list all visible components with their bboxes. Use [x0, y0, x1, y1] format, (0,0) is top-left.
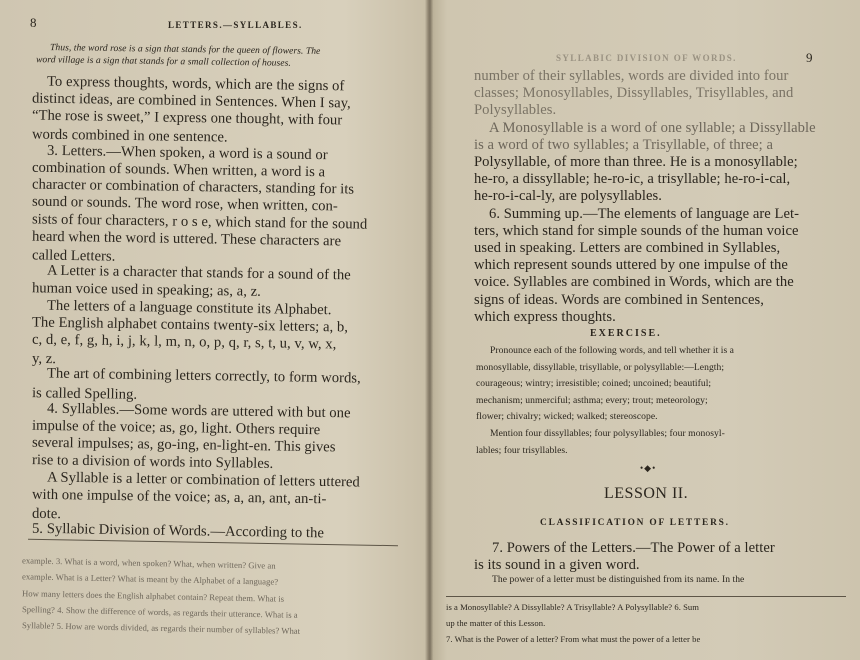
body-line: is called Spelling.	[31, 384, 138, 403]
running-head: SYLLABIC DIVISION OF WORDS.	[556, 53, 737, 63]
footnote-line: example. What is a Letter? What is meant by the Alphabet of a language?	[21, 571, 279, 587]
body-line: character or combination of characters, standing for its	[31, 176, 355, 198]
footnote-line: example. 3. What is a word, when spoken? What, when written? Give an	[21, 555, 276, 571]
body-line: c, d, e, f, g, h, i, j, k, l, m, n, o, p, q, r, s, t, u, v, w, x,	[31, 331, 337, 353]
body-line: rise to a division of words into Syllables.	[31, 452, 274, 473]
footnote-rule	[446, 596, 846, 597]
lesson-line: is its sound in a given word.	[474, 557, 640, 574]
body-line: 6. Summing up.—The elements of language are Let-	[489, 205, 799, 222]
body-line: To express thoughts, words, which are the signs of	[46, 73, 345, 95]
body-line: which represent sounds uttered by one impulse of the	[474, 257, 788, 274]
body-line: sists of four characters, r o s e, which stand for the sound	[31, 210, 368, 233]
body-line: Polysyllable, of more than three. He is a monosyllable;	[474, 154, 798, 170]
footnote-line: up the matter of this Lesson.	[446, 618, 546, 628]
body-line: The English alphabet contains twenty-six letters; a, b,	[31, 314, 349, 336]
body-line: distinct ideas, are combined in Sentences. When I say,	[31, 90, 351, 112]
intro-line: word village is a sign that stands for a small collection of houses.	[35, 54, 291, 69]
body-line: voice. Syllables are combined in Words, which are the	[474, 274, 794, 291]
footnote-line: Spelling? 4. Show the difference of words, as regards their utterance. What is a	[21, 604, 298, 620]
body-line: used in speaking. Letters are combined in Syllables,	[474, 240, 781, 256]
body-line: called Letters.	[31, 247, 116, 265]
ornament: •◆•	[640, 463, 657, 473]
body-line: The art of combining letters correctly, to form words,	[46, 365, 361, 387]
body-line: 3. Letters.—When spoken, a word is a sound or	[46, 142, 328, 164]
body-line: he-ro, a dissyllable; he-ro-ic, a trisyllable; he-ro-i-cal,	[474, 171, 791, 188]
footnote-line: How many letters does the English alphabet contain? Repeat them. What is	[21, 587, 285, 604]
exercise-heading: EXERCISE.	[590, 328, 662, 339]
body-line: 5. Syllabic Division of Words.—According to the	[31, 520, 325, 542]
exercise-line: Pronounce each of the following words, and tell whether it is a	[490, 345, 734, 356]
body-line: number of their syllables, words are divided into four	[474, 68, 789, 84]
intro-line: Thus, the word rose is a sign that stands for the queen of flowers. The	[49, 42, 321, 57]
body-line: is a word of two syllables; a Trisyllable, of three; a	[474, 136, 773, 153]
exercise-line: flower; chivalry; wicked; walked; stereoscope.	[476, 411, 658, 423]
page-number: 9	[806, 50, 813, 65]
body-line: Polysyllables.	[474, 102, 557, 119]
body-line: he-ro-i-cal-ly, are polysyllables.	[474, 188, 662, 205]
exercise-line: courageous; wintry; irresistible; coined; uncoined; beautiful;	[476, 378, 712, 390]
exercise-line: Mention four dissyllables; four polysyllables; four monosyl-	[490, 428, 725, 439]
body-line: human voice used in speaking; as, a, z.	[31, 280, 262, 301]
right-page	[428, 0, 860, 660]
body-line: A Letter is a character that stands for a sound of the	[46, 262, 351, 284]
body-line: combination of sounds. When written, a word is a	[31, 159, 326, 181]
footnote-line: 7. What is the Power of a letter? From what must the power of a letter be	[446, 634, 701, 644]
body-line: impulse of the voice; as, go, light. Others require	[31, 417, 321, 439]
left-page	[0, 0, 425, 660]
body-line: which express thoughts.	[474, 308, 616, 325]
body-line: words combined in one sentence.	[31, 126, 228, 146]
body-line: A Monosyllable is a word of one syllable; a Dissyllable	[489, 119, 816, 136]
body-line: with one impulse of the voice; as, a, an, ant, an-ti-	[31, 486, 327, 508]
lesson-title: LESSON II.	[604, 485, 689, 502]
body-line: signs of ideas. Words are combined in Sentences,	[474, 291, 764, 308]
body-line: A Syllable is a letter or combination of letters uttered	[46, 469, 360, 491]
lesson-subtitle: CLASSIFICATION OF LETTERS.	[540, 518, 730, 528]
page-number: 8	[30, 15, 37, 30]
exercise-line: monosyllable, dissyllable, trisyllable, or polysyllable:—Length;	[476, 361, 725, 373]
footnote-rule	[28, 539, 398, 546]
body-line: “The rose is sweet,” I express one thought, with four	[31, 107, 343, 129]
exercise-line: lables; four trisyllables.	[476, 444, 568, 456]
body-line: 4. Syllables.—Some words are uttered with but one	[46, 400, 351, 422]
body-line: y, z.	[31, 350, 57, 368]
body-line: heard when the word is uttered. These characters are	[31, 228, 342, 250]
body-line: classes; Monosyllables, Dissyllables, Trisyllables, and	[474, 85, 794, 102]
body-line: dote.	[31, 505, 62, 523]
body-line: The letters of a language constitute its Alphabet.	[46, 297, 332, 318]
lesson-line: 7. Powers of the Letters.—The Power of a letter	[492, 540, 775, 556]
footnote-line: is a Monosyllable? A Dissyllable? A Trisyllable? A Polysyllable? 6. Sum	[446, 602, 700, 612]
lesson-line: The power of a letter must be distinguished from its name. In the	[492, 574, 745, 586]
body-line: ters, which stand for simple sounds of the human voice	[474, 222, 799, 239]
body-line: sound or sounds. The word rose, when written, con-	[31, 193, 338, 215]
body-line: several impulses; as, go-ing, en-light-en. This gives	[31, 434, 336, 456]
footnote-line: Syllable? 5. How are words divided, as regards their number of syllables? What	[21, 620, 301, 637]
running-head: LETTERS.—SYLLABLES.	[168, 20, 303, 30]
exercise-line: mechanism; unmerciful; asthma; every; trout; meteorology;	[476, 394, 708, 406]
